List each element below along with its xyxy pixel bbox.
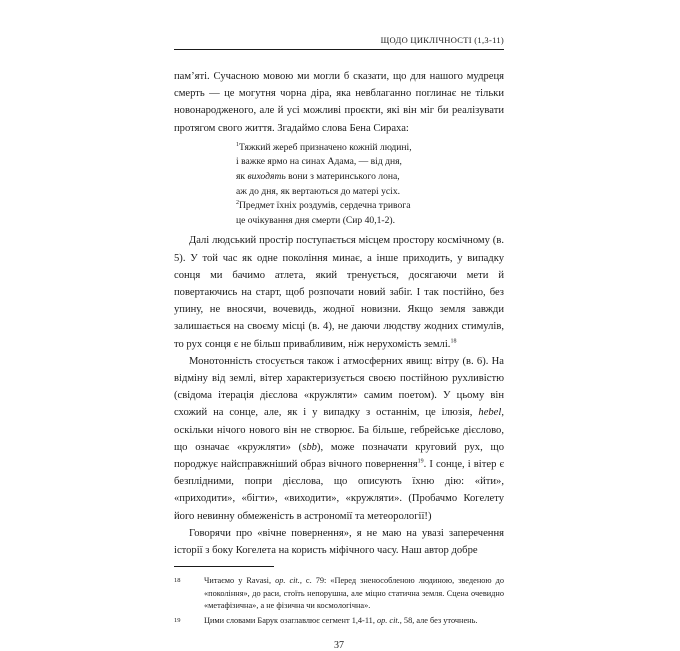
quote-line-3: як виходять вони з материнського лона, [236,171,400,182]
footnote-number: 19 [174,617,181,625]
running-head: ЩОДО ЦИКЛІЧНОСТІ (1,3-11) [174,34,504,50]
footnote-divider [174,566,274,567]
footnote-19: 19 Цими словами Барук озаглавлює сегмент 1,4-11, op. cit., 58, але без уточнень. [174,615,504,627]
quote-line-5: $^2$Предмет їхніх роздумів, сердечна тривога [236,200,411,212]
paragraph-2: Далі людський простір поступається місцем простору космічному (в. 5). У той час як одне покоління минає, а інше приходить, у випадку сонця ми бачимо атлета, який тренується, досягаючи мети й повертаючись на старт, щоб розпочати новий забіг. І так постійно, без упину, не вносячи, вочевидь, жодної новизни. Якщо земля завжди залишається на своєму місці (в. 4), не даючи людству жодних стимулів, то рух сонця є не більш привабливим, ніж нерухомість землі.$^{18}$ [174,235,504,350]
book-page [174,34,504,651]
quote-line-2: і важке ярмо на синах Адама, — від дня, [236,156,402,168]
quote-line-1: $^1$Тяжкий жереб призначено кожній людині, [236,141,412,153]
quote-emphasis: виходять [247,171,286,182]
footnotes [174,575,504,628]
footnote-18: 18 Читаємо у Ravasi, op. cit., с. 79: «Перед зненособленою людиною, зведеною до «покоління», до раси, стоїть непорушна, але міцно статична земля. Сцена очевидно «метафізична», а не фізична чи космологічна». [174,576,505,611]
verse-number-1: 1 [236,141,239,148]
paragraph-4: Говорячи про «вічне повернення», я не маю на увазі заперечення історії з боку Когелета на користь міфічного часу. Наш автор добре [174,527,504,557]
paragraph-1: пам’яті. Сучасною мовою ми могли б сказати, що для нашого мудреця смерть — це могутня чорна діра, яка невблаганно поглинає не тільки новонародженого, але й усі можливі проєкти, які він міг би реалізувати протягом свого життя. Згадаймо слова Бена Сираха: [174,71,504,134]
footnote-number: 18 [174,577,181,585]
footnote-ref-18[interactable]: 18 [450,338,457,345]
term-hebel: hebel [478,407,502,419]
body-text [174,68,504,559]
page-number: 37 [334,639,344,651]
paragraph-3: Монотонність стосується також і атмосферних явищ: вітру (в. 6). На відміну від землі, вітер характеризується своєю постійною рухливістю (свідома ітерація дієслова «кружляти» самим поетом). У цьому він схожий на сонце, але, як і у випадку з останнім, це ілюзія, hebel, оскільки нічого нового він не створює. Ба більше, гебрейське дієслово, що означає «кружляти» (sbb), може позначати круговий рух, що породжує найсправжніший образ вічного повернення$^{19}$. І сонце, і вітер є безплідними, попри дієслова, що описують їхню дію: «йти», «приходити», «бігти», «виходити», «кружляти». (Пробачмо Когелету його невинну обмеженість в астрономії та метеорології!) [174,355,504,522]
term-sbb: sbb [302,441,317,453]
quote-line-6: це очікування дня смерти (Сир 40,1-2). [236,214,395,226]
quote-line-4: аж до дня, як вертаються до матері усіх. [236,185,401,197]
block-quote-sirach [236,141,504,229]
verse-number-2: 2 [236,200,239,206]
footnote-ref-19[interactable]: 19 [417,458,424,465]
